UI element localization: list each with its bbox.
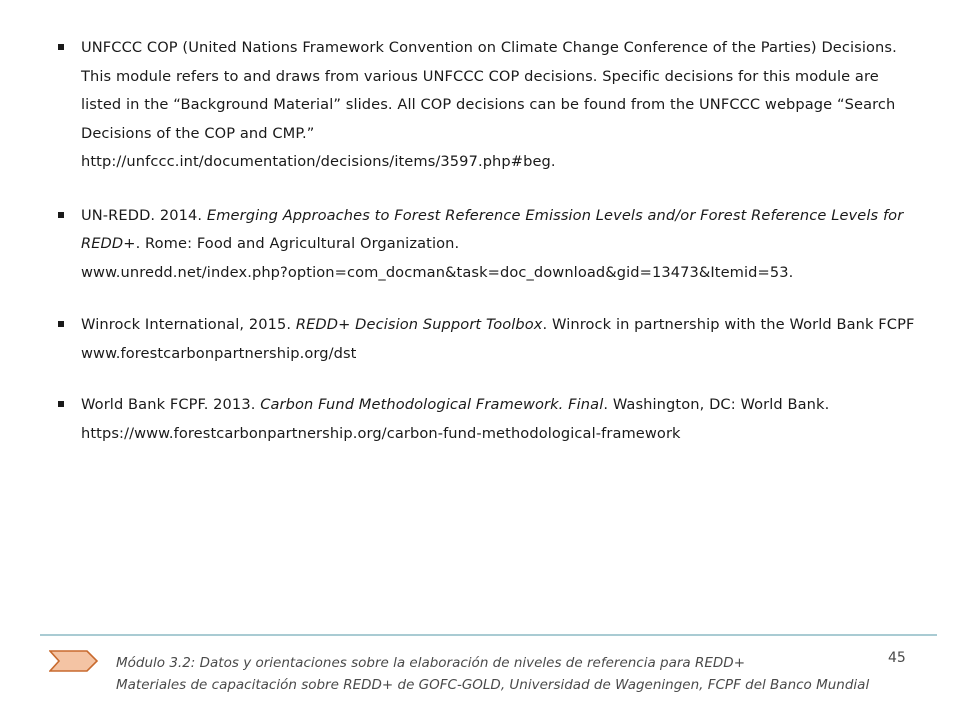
reference-item-worldbank (56, 391, 916, 448)
chevron-right-icon (49, 650, 99, 672)
reference-prefix: World Bank FCPF. 2013. (81, 396, 261, 413)
reference-suffix: . Washington, DC: World Bank. (603, 396, 830, 413)
reference-item-unredd (56, 202, 916, 288)
footer-divider (40, 634, 937, 636)
reference-title: REDD+ Decision Support Toolbox (295, 316, 543, 333)
square-bullet-icon (58, 212, 64, 218)
square-bullet-icon (58, 401, 64, 407)
footer-caption (116, 652, 906, 696)
reference-text: UNFCCC COP (United Nations Framework Convention on Climate Change Conference of the Parties) Decisions. This module refers to and draws from various UNFCCC COP decisions. Specific decisions for this module are listed in the “Background Material” slides. All COP decisions can be found from the UNFCCC webpage “Search Decisions of the COP and CMP.” (81, 39, 897, 142)
footer-module-title: Módulo 3.2: Datos y orientaciones sobre la elaboración de niveles de referencia para REDD+ (116, 655, 746, 671)
reference-title: Carbon Fund Methodological Framework. Final (260, 396, 604, 413)
reference-url[interactable]: http://unfccc.int/documentation/decisions/items/3597.php#beg. (81, 153, 556, 170)
reference-prefix: Winrock International, 2015. (81, 316, 296, 333)
reference-item-winrock (56, 311, 916, 368)
page-number: 45 (888, 650, 906, 666)
reference-prefix: UN-REDD. 2014. (81, 206, 207, 224)
square-bullet-icon (58, 44, 64, 50)
reference-list (56, 34, 916, 470)
reference-item-unfccc (56, 34, 916, 177)
footer-credits: Materiales de capacitación sobre REDD+ de GOFC-GOLD, Universidad de Wageningen, FCPF del Banco Mundial (116, 677, 870, 693)
reference-suffix: . Winrock in partnership with the World Bank FCPF www.forestcarbonpartnership.org/dst (81, 316, 915, 362)
reference-suffix: . Rome: Food and Agricultural Organization. (135, 235, 460, 252)
square-bullet-icon (58, 321, 64, 327)
reference-title: Emerging Approaches to Forest Reference Emission Levels and/or Forest Reference Levels for REDD+ (81, 206, 904, 252)
reference-url[interactable]: www.unredd.net/index.php?option=com_docman&task=doc_download&gid=13473&Itemid=53. (81, 263, 794, 281)
reference-url[interactable]: https://www.forestcarbonpartnership.org/carbon-fund-methodological-framework (81, 424, 681, 442)
